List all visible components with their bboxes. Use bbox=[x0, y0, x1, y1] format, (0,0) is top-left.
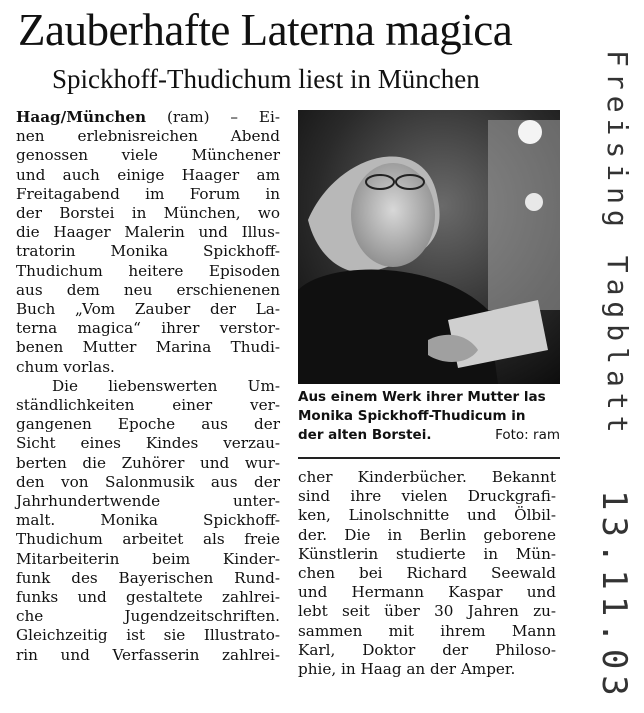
caption-line: Monika Spickhoff-Thudicum in bbox=[298, 408, 526, 424]
article-line: genossen viele Münchener bbox=[16, 146, 280, 165]
article-line: Freitagabend im Forum in bbox=[16, 184, 280, 203]
photo-reader-image bbox=[298, 110, 560, 384]
article-line: malt. Monika Spickhoff- bbox=[16, 511, 280, 530]
article-line: cher Kinderbücher. Bekannt bbox=[298, 468, 556, 486]
article-column-2 bbox=[298, 468, 556, 679]
article-line: ken, Linolschnitte und Ölbil- bbox=[298, 506, 556, 525]
handwritten-date: 13.11.03 bbox=[594, 490, 634, 702]
article-line: berten die Zuhörer und wur- bbox=[16, 453, 280, 472]
article-line: sind ihre vielen Druckgrafi- bbox=[298, 487, 556, 506]
article-line: sammen mit ihrem Mann bbox=[298, 621, 556, 640]
article-line: Haag/München (ram) – Ei- bbox=[16, 108, 280, 126]
article-line: tratorin Monika Spickhoff- bbox=[16, 242, 280, 261]
article-column-1 bbox=[16, 108, 280, 665]
article-line: Die liebenswerten Um- bbox=[52, 376, 280, 395]
article-line: gangenen Epoche aus der bbox=[16, 415, 280, 434]
article-line: und Hermann Kaspar und bbox=[298, 583, 556, 602]
article-line: che Jugendzeitschriften. bbox=[16, 607, 280, 626]
article-line: der Borstei in München, wo bbox=[16, 204, 280, 223]
article-line: die Haager Malerin und Illus- bbox=[16, 223, 280, 242]
caption-line: Aus einem Werk ihrer Mutter las bbox=[298, 389, 546, 405]
photo-credit: Foto: ram bbox=[495, 427, 560, 443]
headline: Zauberhafte Laterna magica bbox=[18, 5, 513, 55]
article-line: terna magica“ ihrer verstor- bbox=[16, 319, 280, 338]
photo-caption bbox=[298, 388, 560, 445]
article-line: funks und gestaltete zahlrei- bbox=[16, 588, 280, 607]
article-line: und auch einige Haager am bbox=[16, 165, 280, 184]
article-line: Sicht eines Kindes verzau- bbox=[16, 434, 280, 453]
article-line: Buch „Vom Zauber der La- bbox=[16, 300, 280, 319]
article-line: Jahrhundertwende unter- bbox=[16, 492, 280, 511]
article-line: Mitarbeiterin beim Kinder- bbox=[16, 549, 280, 568]
handwritten-source: Freising Tagblatt bbox=[601, 50, 634, 439]
article-line: phie, in Haag an der Amper. bbox=[298, 660, 516, 679]
subheadline: Spickhoff-Thudichum liest in München bbox=[52, 64, 480, 94]
handwritten-note bbox=[586, 50, 636, 700]
article-line: aus dem neu erschienenen bbox=[16, 280, 280, 299]
article-line: nen erlebnisreichen Abend bbox=[16, 127, 280, 146]
dateline: Haag/München bbox=[16, 108, 147, 126]
article-line: Gleichzeitig ist sie Illustrato- bbox=[16, 626, 280, 645]
caption-divider bbox=[298, 457, 560, 459]
article-line: lebt seit über 30 Jahren zu- bbox=[298, 602, 556, 621]
article-line: der. Die in Berlin geborene bbox=[298, 525, 556, 544]
article-line: Thudichum arbeitet als freie bbox=[16, 530, 280, 549]
article-line: rin und Verfasserin zahlrei- bbox=[16, 645, 280, 664]
article-photo bbox=[298, 110, 560, 384]
article-line: den von Salonmusik aus der bbox=[16, 472, 280, 491]
caption-line: der alten Borstei. bbox=[298, 427, 432, 443]
article-line: ständlichkeiten einer ver- bbox=[16, 396, 280, 415]
article-line: Thudichum heitere Episoden bbox=[16, 261, 280, 280]
article-line: Künstlerin studierte in Mün- bbox=[298, 544, 556, 563]
article-line: Karl, Doktor der Philoso- bbox=[298, 640, 556, 659]
article-line: funk des Bayerischen Rund- bbox=[16, 568, 280, 587]
article-line: chum vorlas. bbox=[16, 357, 115, 376]
article-line: chen bei Richard Seewald bbox=[298, 564, 556, 583]
article-line: benen Mutter Marina Thudi- bbox=[16, 338, 280, 357]
caption-line-with-credit bbox=[298, 426, 560, 445]
